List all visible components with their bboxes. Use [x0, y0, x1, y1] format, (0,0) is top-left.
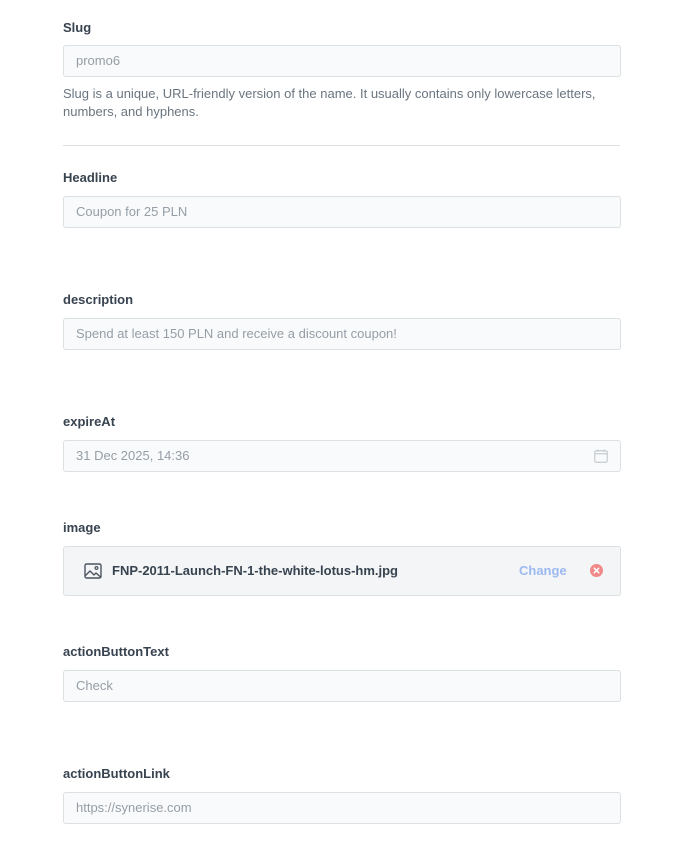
action-button-link-label: actionButtonLink	[63, 766, 170, 781]
action-button-link-value: https://synerise.com	[76, 800, 192, 815]
description-input[interactable]	[63, 318, 621, 350]
action-button-text-label: actionButtonText	[63, 644, 169, 659]
slug-input-value: promo6	[76, 53, 121, 68]
description-input-value: Spend at least 150 PLN and receive a discount coupon!	[76, 326, 397, 341]
expireat-datepicker[interactable]	[63, 440, 621, 472]
remove-icon[interactable]	[590, 564, 603, 577]
description-label: description	[63, 292, 134, 307]
slug-help-text: Slug is a unique, URL-friendly version of the name. It usually contains only lowercase letters, numbers, and hyphens.	[63, 86, 596, 119]
action-button-text-value: Check	[76, 678, 113, 693]
image-file-name: FNP-2011-Launch-FN-1-the-white-lotus-hm.jpg	[112, 563, 398, 578]
image-label: image	[63, 520, 101, 535]
action-button-link-input[interactable]	[63, 792, 621, 824]
calendar-icon[interactable]	[594, 449, 608, 463]
headline-label: Headline	[63, 170, 118, 185]
change-image-button[interactable]: Change	[519, 563, 567, 578]
headline-input-value: Coupon for 25 PLN	[76, 204, 188, 219]
section-divider	[63, 145, 620, 146]
image-icon	[84, 563, 102, 579]
slug-label: Slug	[63, 20, 92, 35]
expireat-label: expireAt	[63, 414, 116, 429]
expireat-input-value: 31 Dec 2025, 14:36	[76, 448, 190, 463]
action-button-text-input[interactable]	[63, 670, 621, 702]
slug-input[interactable]	[63, 45, 621, 77]
headline-input[interactable]	[63, 196, 621, 228]
image-file-box	[63, 546, 621, 596]
